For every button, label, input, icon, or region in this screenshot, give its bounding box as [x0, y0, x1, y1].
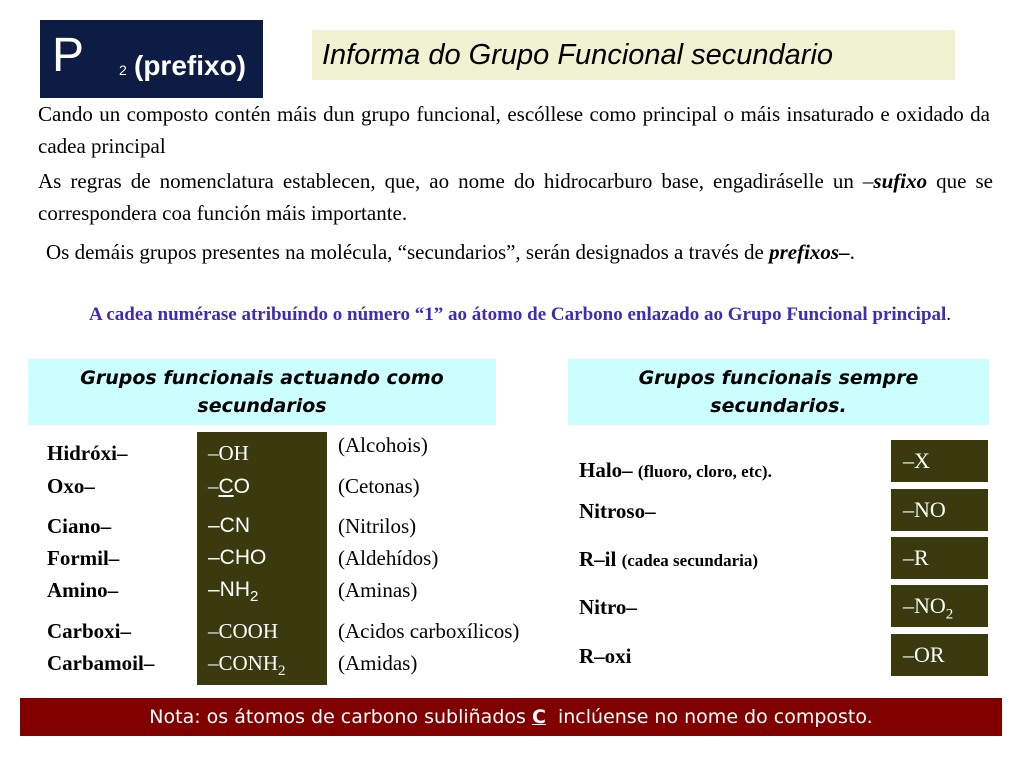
carbamoyl-formula: –CONH: [208, 651, 279, 675]
group-formula-oxo: [208, 471, 250, 501]
group-class-carboxy: (Acidos carboxílicos): [338, 619, 520, 643]
always-formula-nitro: [891, 585, 988, 627]
group-name-carboxy: Carboxi–: [47, 619, 131, 643]
amino-formula: –NH: [208, 578, 251, 601]
amino-subscript: 2: [250, 588, 259, 606]
always-name-alkoxy: R–oxi: [579, 644, 632, 668]
group-class-amino: (Aminas): [338, 578, 418, 602]
always-secondary-header: [568, 359, 989, 425]
title-badge: [40, 20, 263, 98]
group-name-amino: Amino–: [47, 578, 119, 602]
group-formula-hydroxy: –OH: [208, 441, 249, 465]
paragraph-suffix: [38, 165, 993, 229]
group-class-formyl: (Aldehídos): [338, 546, 439, 570]
footer-after: inclúense no nome do composto.: [545, 706, 873, 728]
title-letter: P: [52, 29, 85, 82]
always-name-nitro: Nitro–: [579, 595, 637, 619]
group-formula-cyano: –CN: [208, 514, 251, 537]
paragraph-prefix-b: .: [849, 240, 855, 264]
nitro-formula: –NO: [903, 593, 946, 618]
group-name-oxo: Oxo–: [47, 474, 95, 498]
title-subscript: 2: [119, 62, 127, 78]
always-formula-halo: –X: [891, 440, 988, 482]
alkyl-name: R–il: [579, 547, 617, 571]
always-formula-nitroso: –NO: [891, 489, 988, 531]
oxo-underlined-carbon: C: [218, 475, 234, 498]
always-formula-alkoxy: –OR: [891, 634, 988, 676]
numbering-note: [60, 300, 980, 329]
suffix-term: sufixo: [873, 169, 928, 193]
numbering-note-end: .: [946, 304, 952, 325]
paragraph-suffix-a: As regras de nomenclatura establecen, que, ao nome do hidrocarburo base, engadiráselle un –: [38, 169, 874, 193]
group-formula-formyl: –CHO: [208, 546, 267, 569]
paragraph-principal: Cando un composto contén máis dun grupo funcional, escóllese como principal o máis insaturado e oxidado da cadea principal: [38, 102, 990, 158]
group-formula-amino: [208, 575, 258, 605]
carbamoyl-subscript: 2: [278, 663, 286, 680]
group-name-carbamoyl: Carbamoil–: [47, 651, 155, 675]
always-secondary-title: Grupos funcionais sempre secundarios.: [638, 367, 919, 417]
numbering-note-text: A cadea numérase atribuíndo o número “1” ao átomo de Carbono enlazado ao Grupo Funcional principal: [88, 304, 947, 325]
oxo-dash: –: [208, 474, 219, 498]
footer-underlined-carbon: C: [531, 706, 546, 728]
always-name-alkyl: [579, 544, 758, 576]
alkyl-extra: (cadea secundaria): [621, 551, 759, 570]
oxo-rest: O: [233, 475, 251, 498]
group-class-cyano: (Nitrilos): [338, 514, 417, 538]
halo-name: Halo–: [579, 458, 633, 482]
nitro-subscript: 2: [945, 606, 954, 623]
prefix-term: prefixos–: [769, 240, 850, 264]
halo-extra: (fluoro, cloro, etc).: [637, 462, 772, 481]
secondary-groups-title: Grupos funcionais actuando como secundarios: [80, 367, 444, 417]
paragraph-suffix-b: que se correspondera coa función máis importante.: [38, 169, 993, 225]
group-formula-carbamoyl: [208, 648, 286, 678]
group-name-formyl: Formil–: [47, 546, 120, 570]
title-label: (prefixo): [134, 50, 246, 81]
always-name-halo: [579, 455, 772, 487]
group-formula-carboxy: –COOH: [208, 619, 279, 643]
page-headline: Informa do Grupo Funcional secundario: [312, 30, 955, 80]
group-class-carbamoyl: (Amidas): [338, 651, 418, 675]
group-class-hydroxy: (Alcohois): [338, 433, 428, 457]
secondary-groups-header: [28, 359, 496, 425]
footer-note: [20, 698, 1002, 736]
group-class-oxo: (Cetonas): [338, 474, 420, 498]
always-name-nitroso: Nitroso–: [579, 499, 656, 523]
paragraph-prefix-a: Os demáis grupos presentes na molécula, “secundarios”, serán designados a través de: [46, 240, 770, 264]
group-name-hydroxy: Hidróxi–: [47, 441, 128, 465]
group-name-cyano: Ciano–: [47, 514, 112, 538]
footer-before: Nota: os átomos de carbono subliñados: [149, 706, 532, 728]
paragraph-prefix: [46, 236, 994, 268]
always-formula-alkyl: –R: [891, 537, 988, 579]
